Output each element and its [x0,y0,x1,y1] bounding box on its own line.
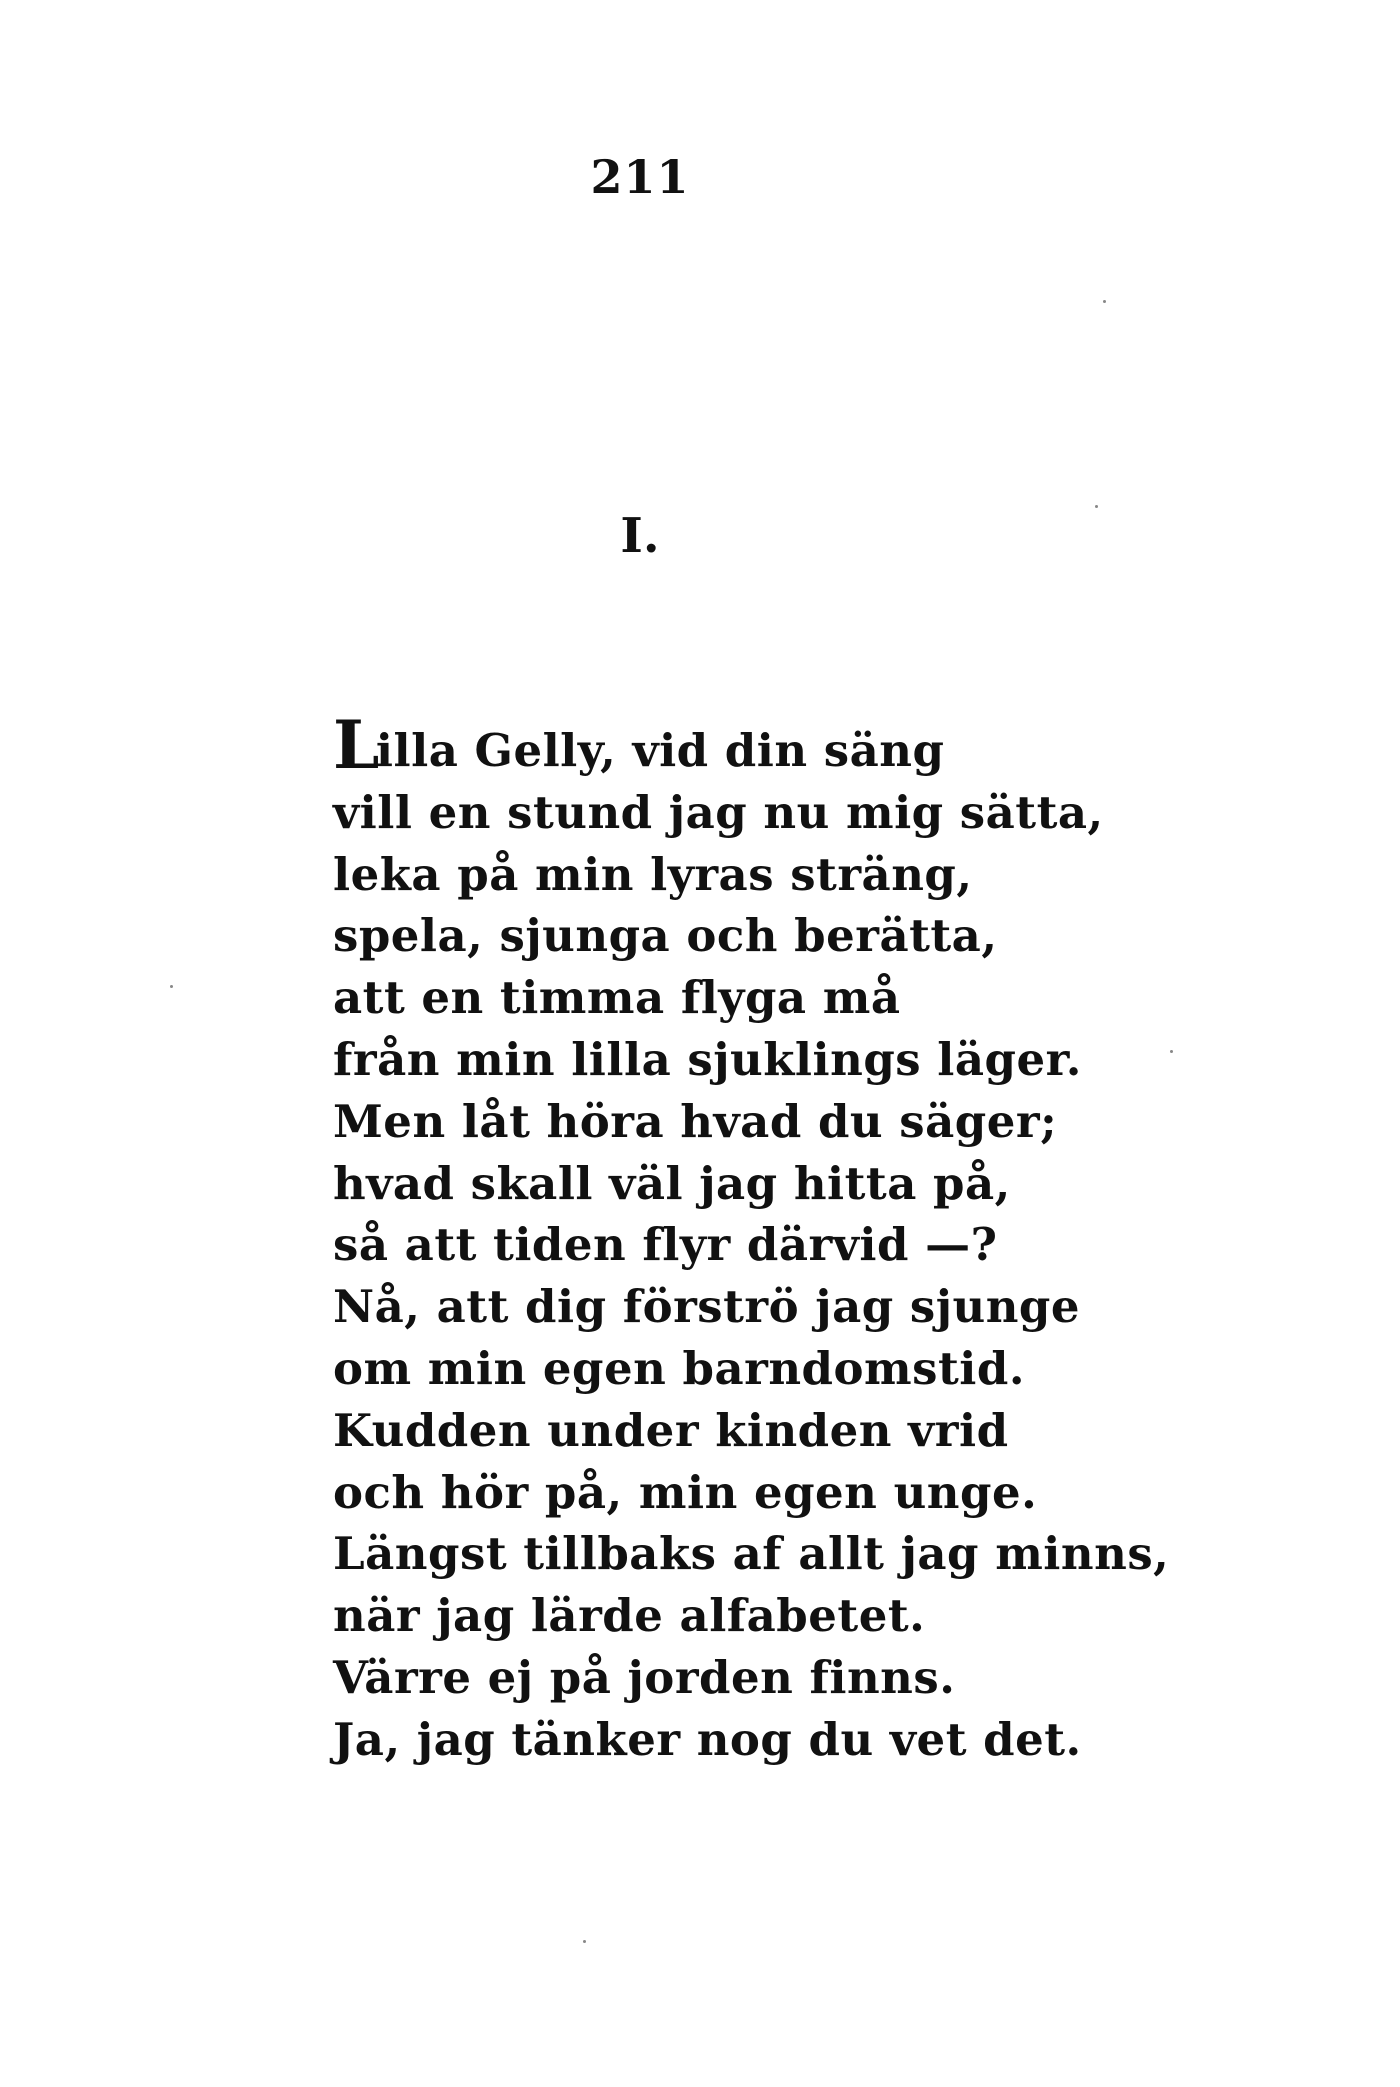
poem-line: Ja, jag tänker nog du vet det. [333,1712,1082,1766]
poem-line: spela, sjunga och berätta, [333,909,998,963]
poem-line: Men låt höra hvad du säger; [333,1094,1058,1148]
poem-line [333,706,1169,784]
poem-line: hvad skall väl jag hitta på, [333,1156,1011,1210]
scan-speck [1103,300,1106,303]
poem-line: från min lilla sjuklings läger. [333,1032,1082,1086]
poem-line: och hör på, min egen unge. [333,1465,1038,1519]
poem-line: att en timma flyga må [333,971,901,1025]
first-line-text: illa Gelly, vid din säng [375,724,945,777]
page-number: 211 [590,150,690,204]
section-numeral: I. [620,508,660,564]
poem-line: Nå, att dig förströ jag sjunge [333,1280,1081,1334]
drop-initial: L [333,706,380,784]
poem-line: om min egen barndomstid. [333,1341,1025,1395]
scan-speck [1170,1050,1173,1053]
scan-speck [583,1940,586,1943]
scan-speck [170,985,173,988]
poem-stanza [333,706,1170,1771]
poem-line: när jag lärde alfabetet. [333,1589,926,1643]
poem-line: så att tiden flyr därvid —? [333,1218,998,1272]
poem-line: Längst tillbaks af allt jag minns, [333,1527,1170,1581]
poem-line: leka på min lyras sträng, [333,847,973,901]
poem-line: Värre ej på jorden finns. [333,1650,956,1704]
poem-line: vill en stund jag nu mig sätta, [333,785,1104,839]
scan-speck [1095,505,1098,508]
poem-line: Kudden under kinden vrid [333,1403,1009,1457]
